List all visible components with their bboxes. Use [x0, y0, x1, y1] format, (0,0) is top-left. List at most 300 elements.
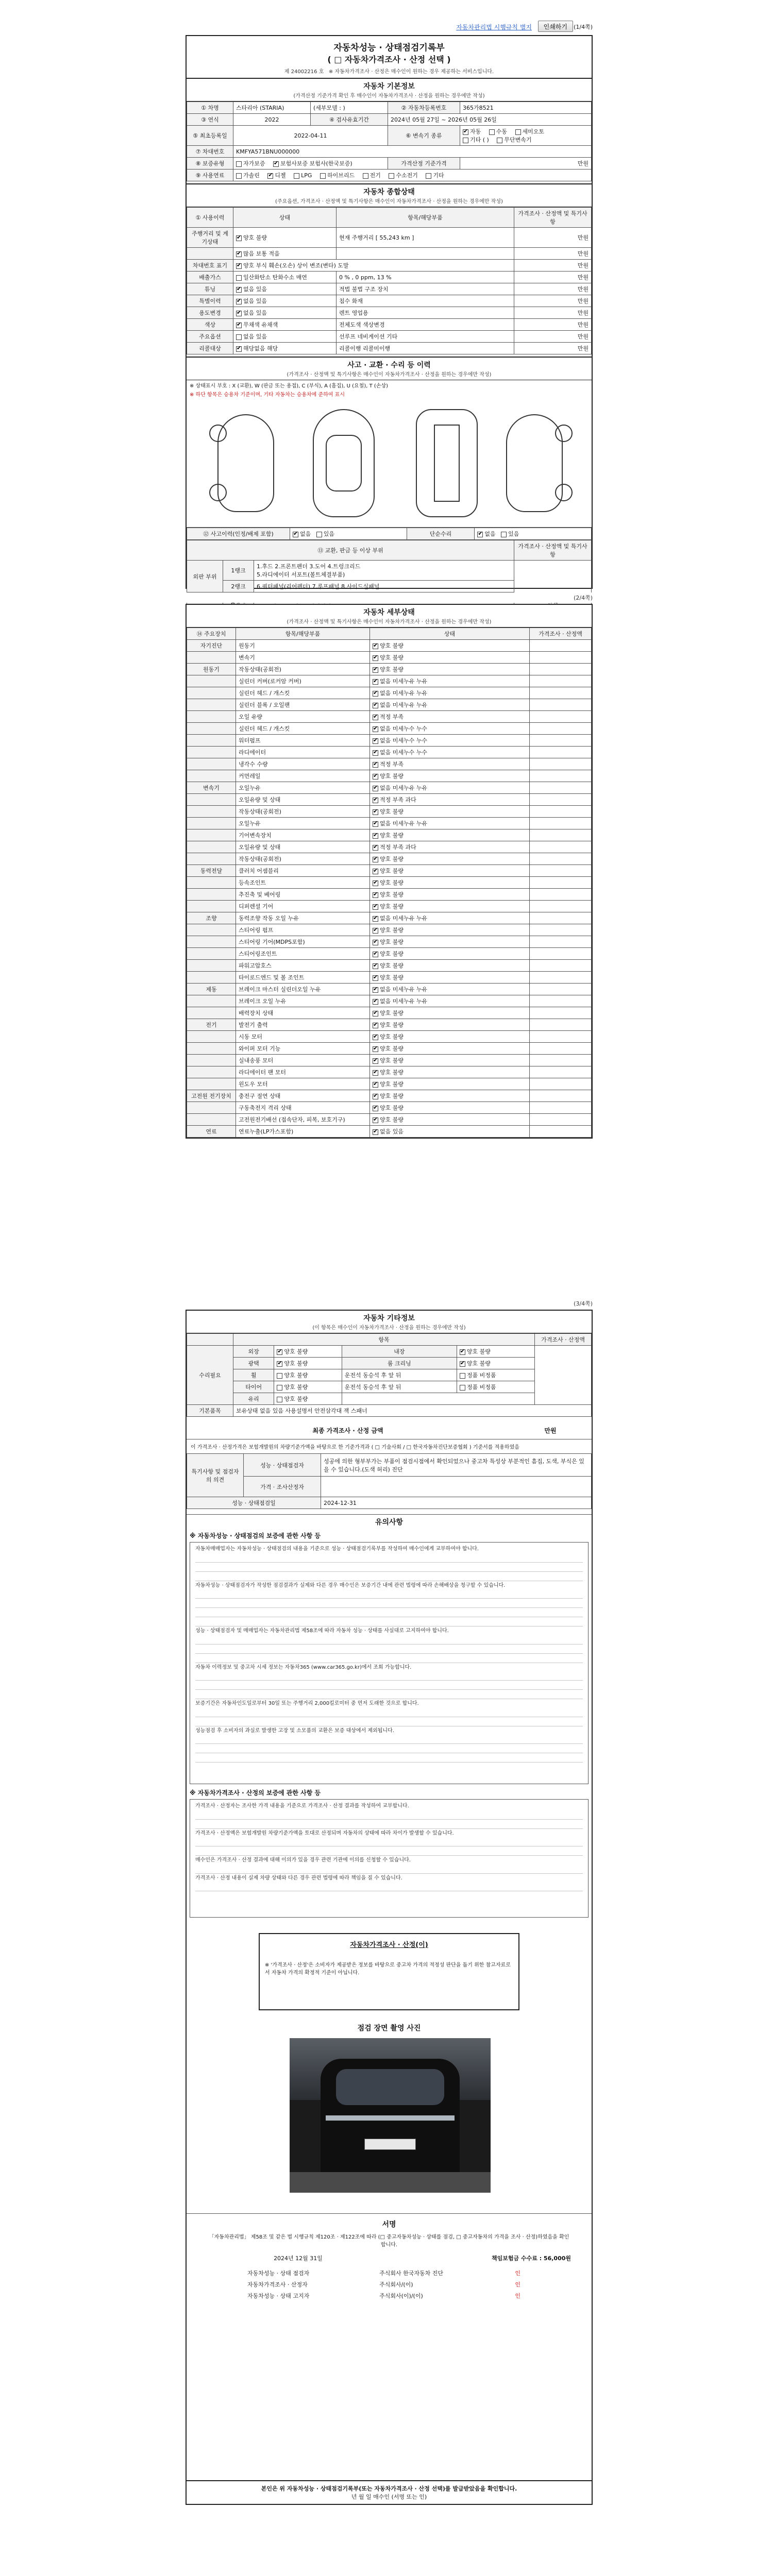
detail-device — [187, 960, 236, 972]
detail-state: 적정 부족 과다 — [380, 844, 416, 851]
option-label: 있음 — [323, 531, 335, 537]
condition-section-title: 자동차 종합상태 — [187, 183, 592, 197]
detail-state: 양호 불량 — [380, 891, 404, 898]
detail-row — [187, 1090, 592, 1102]
etc-group-label: 수리필요 — [187, 1346, 233, 1405]
detail-table — [187, 628, 592, 1138]
detail-price-cell — [530, 675, 592, 687]
condition-row-state: 없음 있음 — [243, 310, 267, 316]
detail-state: 양호 불량 — [380, 939, 404, 945]
detail-item: 오일유량 및 상태 — [236, 841, 370, 853]
detail-item: 작동상태(공회전) — [236, 664, 370, 675]
detail-device — [187, 818, 236, 829]
trans-options: ✔자동 수동 세미오토 기타 ( ) 무단변속기 — [460, 126, 592, 146]
checkbox[interactable] — [373, 1082, 378, 1088]
detail-state-cell — [370, 1007, 530, 1019]
checkbox[interactable] — [373, 691, 378, 697]
inspector-company: 주식회사 한국자동차 진단 — [379, 2270, 444, 2277]
detail-state-cell — [370, 1102, 530, 1114]
option-label: 수소전기 — [396, 172, 418, 179]
checkbox[interactable] — [373, 1129, 378, 1135]
accident-history-label: ⑫ 사고이력(인정/배제 포함) — [187, 528, 290, 540]
detail-state: 양호 불량 — [380, 951, 404, 957]
detail-state: 없음 미세누유 누유 — [380, 785, 428, 791]
checkbox[interactable] — [497, 138, 502, 143]
photo-title: 점검 장면 촬영 사진 — [357, 2024, 421, 2032]
checkbox[interactable] — [373, 940, 378, 945]
checkbox[interactable] — [460, 1385, 465, 1391]
detail-price-cell — [530, 924, 592, 936]
detail-state-cell — [370, 901, 530, 912]
footer — [187, 2480, 592, 2504]
etc-cell: 타이어 — [233, 1381, 274, 1393]
checkbox[interactable] — [373, 821, 378, 827]
condition-row-state: 없음 있음 — [243, 333, 267, 340]
checkbox[interactable] — [320, 173, 326, 179]
detail-state: 양호 불량 — [380, 1057, 404, 1064]
option-label: 자가보증 — [243, 160, 265, 167]
detail-state-cell — [370, 1055, 530, 1066]
car-roof-outline — [326, 435, 362, 492]
notice-box-1 — [190, 1542, 589, 1784]
detail-state-cell — [370, 652, 530, 664]
special-text: 성공에 의한 형부부가는 부품이 점검시점에서 확인되었으나 중고차 특성상 부분적인 흠집, 도색, 부식은 있을 수 있습니다.(도색 허리) 진단 — [321, 1454, 592, 1477]
detail-device — [187, 841, 236, 853]
checkbox[interactable] — [236, 275, 242, 281]
detail-state: 적정 부족 — [380, 761, 404, 768]
checkbox[interactable] — [373, 904, 378, 910]
detail-state: 양호 불량 — [380, 642, 404, 649]
option-label: 기타 ( — [470, 137, 485, 143]
checkbox[interactable] — [373, 833, 378, 839]
car-diagram — [187, 399, 592, 528]
detail-price-cell — [530, 652, 592, 664]
detail-row — [187, 1102, 592, 1114]
detail-device — [187, 889, 236, 901]
checkbox[interactable] — [373, 726, 378, 732]
price-basis-unit: 만원 — [460, 158, 592, 170]
checkbox[interactable] — [373, 892, 378, 898]
detail-row — [187, 747, 592, 758]
detail-state: 양호 불량 — [380, 1116, 404, 1123]
page-1 — [186, 35, 593, 589]
condition-row-state: 없음 있음 — [243, 286, 267, 293]
condition-row-detail: 렌트 영업용 — [337, 307, 514, 319]
checkbox[interactable] — [236, 161, 242, 167]
option-label: 없음 — [300, 531, 311, 537]
notify-company: 주식회사(이)/(이) — [379, 2293, 423, 2299]
checkbox[interactable] — [236, 299, 242, 304]
detail-device — [187, 699, 236, 711]
detail-state-cell — [370, 758, 530, 770]
checkbox[interactable] — [373, 655, 378, 661]
checkbox[interactable] — [373, 1058, 378, 1064]
detail-state-cell — [370, 640, 530, 652]
detail-row — [187, 1126, 592, 1138]
notice-paragraph: 가격조사 · 산정액은 보험개발원 차량기준가액을 토대로 산정되며 자동차의 상태에 따라 차이가 발생할 수 있습니다. — [195, 1830, 454, 1836]
checkbox[interactable] — [236, 251, 242, 257]
detail-row — [187, 1114, 592, 1126]
checkbox[interactable] — [389, 173, 394, 179]
checkbox[interactable] — [373, 703, 378, 708]
checkbox[interactable] — [373, 715, 378, 720]
detail-state-cell — [370, 1043, 530, 1055]
checkbox[interactable] — [373, 1094, 378, 1099]
detail-state: 양호 불량 — [380, 832, 404, 839]
checkbox[interactable] — [477, 532, 483, 537]
checkbox[interactable] — [460, 1349, 465, 1355]
checkbox[interactable] — [373, 786, 378, 791]
detail-item: 스티어링조인트 — [236, 948, 370, 960]
checkbox[interactable] — [236, 334, 242, 340]
detail-state: 없음 미세누유 누유 — [380, 986, 428, 993]
law-link[interactable]: 자동차관리법 시행규칙 별지 — [456, 24, 532, 31]
checkbox[interactable] — [373, 809, 378, 815]
detail-price-cell — [530, 699, 592, 711]
checkbox[interactable] — [236, 346, 242, 352]
detail-model-value: ) — [343, 105, 345, 111]
detail-device — [187, 924, 236, 936]
detail-item: 변속기 — [236, 652, 370, 664]
checkbox[interactable] — [277, 1349, 282, 1355]
detail-item: 스티어링 펌프 — [236, 924, 370, 936]
detail-row — [187, 924, 592, 936]
checkbox[interactable] — [373, 999, 378, 1005]
detail-device — [187, 711, 236, 723]
checkbox[interactable] — [373, 845, 378, 851]
detail-state-cell — [370, 1066, 530, 1078]
notice-paragraph: 자동차성능 · 상태점검자가 작성한 점검결과가 실제와 다른 경우 매수인은 보증기간 내에 관련 법령에 따라 손해배상을 청구할 수 있습니다. — [195, 1582, 506, 1588]
detail-row — [187, 818, 592, 829]
condition-head-item: ① 사용이력 — [187, 208, 233, 228]
detail-state-cell — [370, 1114, 530, 1126]
condition-row-detail: 침수 화재 — [337, 295, 514, 307]
option-label: 세미오토 — [522, 128, 545, 135]
condition-row-label: 배출가스 — [187, 272, 233, 283]
checkbox[interactable] — [236, 173, 242, 179]
checkbox[interactable] — [363, 173, 368, 179]
detail-price-cell — [530, 664, 592, 675]
checkbox[interactable] — [373, 774, 378, 779]
checkbox[interactable] — [373, 1023, 378, 1028]
document-number-line — [187, 67, 592, 75]
detail-price-cell — [530, 1126, 592, 1138]
page-2 — [186, 604, 593, 1139]
wheel-shape — [209, 425, 227, 442]
inspector-label: 자동차성능 · 상태 점검자 — [247, 2270, 310, 2277]
detail-price-cell — [530, 901, 592, 912]
detail-row — [187, 758, 592, 770]
notice-title-2: ※ 자동차가격조사 · 산정의 보증에 관한 사항 등 — [190, 1789, 321, 1797]
detail-state-cell — [370, 699, 530, 711]
checkbox[interactable] — [373, 975, 378, 981]
checkbox[interactable] — [489, 129, 495, 135]
condition-head-detail: 항목/해당부품 — [337, 208, 514, 228]
option-label: 있음 — [508, 531, 519, 537]
detail-row — [187, 865, 592, 877]
checkbox[interactable] — [373, 1117, 378, 1123]
etc-cell: 외장 — [233, 1346, 274, 1358]
condition-row-state: 양호 불량 — [243, 234, 267, 241]
detail-item: 등속조인트 — [236, 877, 370, 889]
checkbox[interactable] — [373, 869, 378, 874]
checkbox[interactable] — [373, 762, 378, 768]
condition-row-unit: 만원 — [514, 307, 592, 319]
etc-cell: 양호 불량 — [466, 1348, 491, 1355]
detail-state-cell — [370, 675, 530, 687]
checkbox[interactable] — [373, 916, 378, 922]
condition-row-state: 양호 부식 훼손(오손) 상이 변조(변타) 도말 — [243, 262, 349, 269]
wheel-shape — [209, 484, 227, 501]
detail-device — [187, 1007, 236, 1019]
detail-head-price: 가격조사 · 산정액 — [530, 628, 592, 640]
detail-item: 라디에이터 팬 모터 — [236, 1066, 370, 1078]
detail-state-cell — [370, 972, 530, 984]
detail-row — [187, 1007, 592, 1019]
detail-device — [187, 948, 236, 960]
checkbox[interactable] — [373, 880, 378, 886]
detail-state: 양호 불량 — [380, 1069, 404, 1076]
condition-row-label: 주행거리 및 계기상태 — [187, 228, 233, 248]
detail-state-cell — [370, 984, 530, 995]
detail-item: 브레이크 마스터 실린더오일 누유 — [236, 984, 370, 995]
etc-cell: 광택 — [233, 1358, 274, 1369]
detail-device — [187, 1102, 236, 1114]
detail-row — [187, 1078, 592, 1090]
detail-item: 오일누유 — [236, 782, 370, 794]
checkbox[interactable] — [373, 798, 378, 803]
checkbox[interactable] — [501, 532, 507, 537]
detail-item: 충전구 절연 상태 — [236, 1090, 370, 1102]
detail-head-state: 상태 — [370, 628, 530, 640]
checkbox[interactable] — [277, 1373, 282, 1379]
page-number: (1/4쪽) — [574, 24, 593, 30]
detail-price-cell — [530, 984, 592, 995]
checkbox[interactable] — [294, 173, 299, 179]
detail-price-cell — [530, 912, 592, 924]
option-label: 전기 — [369, 172, 381, 179]
checkbox[interactable] — [426, 173, 431, 179]
inspect-label: ④ 검사유효기간 — [311, 114, 388, 126]
condition-row-unit: 만원 — [514, 343, 592, 354]
etc-cell: 휠 — [233, 1369, 274, 1381]
detail-price-cell — [530, 711, 592, 723]
condition-row-unit: 만원 — [514, 260, 592, 272]
condition-row-label: 튜닝 — [187, 283, 233, 295]
special-table — [187, 1453, 592, 1509]
checkbox[interactable] — [373, 679, 378, 685]
condition-row-label: 리콜대상 — [187, 343, 233, 354]
detail-item: 작동상태(공회전) — [236, 806, 370, 818]
detail-device: 동력전달 — [187, 865, 236, 877]
seal: 인 — [515, 2281, 521, 2288]
etc-head-blank — [187, 1334, 233, 1346]
detail-device — [187, 770, 236, 782]
detail-price-cell — [530, 794, 592, 806]
sign-title: 서명 — [187, 2213, 592, 2229]
checkbox[interactable] — [463, 138, 468, 143]
notice-paragraph: 자동차매매업자는 자동차성능 · 상태점검의 내용을 기준으로 성능 · 상태점검기록부를 작성하여 매수인에게 교부하여야 합니다. — [195, 1546, 479, 1552]
detail-item: 실린더 커버(로커암 커버) — [236, 675, 370, 687]
detail-state-cell — [370, 664, 530, 675]
checkbox[interactable] — [236, 235, 242, 241]
checkbox[interactable] — [373, 1011, 378, 1016]
condition-row-label: 색상 — [187, 319, 233, 331]
detail-state: 양호 불량 — [380, 974, 404, 981]
detail-row — [187, 912, 592, 924]
detail-item: 윈도우 모터 — [236, 1078, 370, 1090]
detail-device — [187, 972, 236, 984]
checkbox[interactable] — [373, 1046, 378, 1052]
detail-state: 양호 불량 — [380, 927, 404, 934]
detail-price-cell — [530, 960, 592, 972]
option-label: 자동 — [470, 128, 481, 135]
detail-item: 실린더 블록 / 오일팬 — [236, 699, 370, 711]
checkbox[interactable] — [373, 963, 378, 969]
accident-table — [187, 528, 592, 540]
seal: 인 — [515, 2293, 521, 2299]
document-subtitle: ( □ 자동차가격조사 · 산정 선택 ) — [327, 55, 451, 64]
checkbox[interactable] — [373, 643, 378, 649]
outer-rank2: 2랭크 — [223, 581, 254, 592]
etc-head-item: 항목 — [233, 1334, 535, 1346]
detail-state: 없음 미세누수 누수 — [380, 725, 428, 732]
detail-device: 자기진단 — [187, 640, 236, 652]
accident-legend: ※ 상태표시 부호 : X (교환), W (판금 또는 용접), C (부식), A (흠집), U (요철), T (손상) — [190, 383, 389, 389]
detail-device — [187, 675, 236, 687]
condition-row-unit: 만원 — [514, 272, 592, 283]
checkbox[interactable] — [236, 287, 242, 293]
checkbox[interactable] — [373, 750, 378, 756]
checkbox[interactable] — [277, 1361, 282, 1367]
checkbox[interactable] — [373, 857, 378, 862]
checkbox[interactable] — [273, 161, 279, 167]
date-label: 성능 · 상태점검일 — [187, 1497, 321, 1509]
detail-row — [187, 889, 592, 901]
checkbox[interactable] — [236, 311, 242, 316]
checkbox[interactable] — [515, 129, 521, 135]
detail-item: 연료누출(LP가스포함) — [236, 1126, 370, 1138]
detail-item: 스티어링 기어(MDPS포함) — [236, 936, 370, 948]
checkbox[interactable] — [460, 1373, 465, 1379]
detail-state: 없음 미세누수 누수 — [380, 737, 428, 744]
checkbox[interactable] — [277, 1385, 282, 1391]
checkbox[interactable] — [236, 263, 242, 269]
detail-row — [187, 1019, 592, 1031]
special-sub2: 가격 · 조사산정자 — [244, 1477, 321, 1497]
detail-item: 오일 유량 — [236, 711, 370, 723]
detail-head-item: 항목/해당부품 — [236, 628, 370, 640]
checkbox[interactable] — [236, 323, 242, 328]
checkbox[interactable] — [316, 532, 322, 537]
detail-row — [187, 687, 592, 699]
checkbox[interactable] — [373, 987, 378, 993]
checkbox[interactable] — [267, 173, 273, 179]
checkbox[interactable] — [373, 952, 378, 957]
frame-center — [434, 425, 460, 502]
checkbox[interactable] — [277, 1397, 282, 1402]
condition-section-note: (주요옵션, 가격조사 · 산정액 및 특기사항은 매수인이 자동차가격조사 · 산정을 원하는 경우에만 작성) — [187, 197, 592, 207]
detail-state: 양호 불량 — [380, 868, 404, 874]
checkbox[interactable] — [373, 667, 378, 673]
reg-no-label: ② 자동차등록번호 — [388, 102, 460, 114]
detail-device — [187, 853, 236, 865]
detail-row — [187, 735, 592, 747]
price-basis-label: 가격산정 기준가격 — [388, 158, 460, 170]
detail-state: 양호 불량 — [380, 856, 404, 862]
detail-head-device: ⑭ 주요장치 — [187, 628, 236, 640]
detail-row — [187, 1066, 592, 1078]
detail-price-cell — [530, 829, 592, 841]
checkbox[interactable] — [293, 532, 298, 537]
detail-device — [187, 1031, 236, 1043]
detail-state-cell — [370, 747, 530, 758]
document-title: 자동차성능 · 상태점검기록부 — [333, 43, 445, 53]
detail-state: 양호 불량 — [380, 654, 404, 661]
etc-cell: 유리 — [233, 1393, 274, 1405]
option-label: 디젤 — [275, 172, 286, 179]
detail-state: 없음 있음 — [380, 1128, 404, 1135]
wheel-shape — [555, 425, 573, 442]
detail-state: 양호 불량 — [380, 666, 404, 673]
detail-section-title: 자동차 세부상태 — [363, 608, 415, 617]
option-label: LPG — [301, 172, 312, 179]
option-label: 기타 — [433, 172, 444, 179]
detail-price-cell — [530, 1007, 592, 1019]
detail-item: 동력조향 작동 오일 누유 — [236, 912, 370, 924]
checkbox[interactable] — [460, 1361, 465, 1367]
detail-price-cell — [530, 865, 592, 877]
notify-label: 자동차성능 · 상태 고지자 — [247, 2293, 310, 2299]
detail-row — [187, 1055, 592, 1066]
seal: 인 — [515, 2270, 521, 2277]
checkbox[interactable] — [463, 129, 468, 135]
detail-price-cell — [530, 723, 592, 735]
etc-cell: 내장 — [342, 1346, 457, 1358]
detail-state-cell — [370, 770, 530, 782]
checkbox[interactable] — [373, 1070, 378, 1076]
etc-cell: 운전석 동승석 후 앞 뒤 — [342, 1381, 457, 1393]
detail-state-cell — [370, 841, 530, 853]
detail-state-cell — [370, 723, 530, 735]
checkbox[interactable] — [373, 1106, 378, 1111]
special-sub1: 성능 · 상태점검자 — [244, 1454, 321, 1477]
final-price-note: 이 가격조사 · 산정가격은 보험개발원의 차량기준가액을 바탕으로 한 기준가격과 ( □ 기술사회 / □ 한국자동차진단보증협회 ) 기준서를 적용하였음 — [191, 1445, 519, 1450]
detail-price-cell — [530, 877, 592, 889]
detail-state: 양호 불량 — [380, 773, 404, 779]
print-button[interactable]: 인쇄하기 — [538, 21, 573, 32]
detail-item: 시동 모터 — [236, 1031, 370, 1043]
notice-heading: 유의사항 — [187, 1514, 592, 1527]
notice-paragraph: 매수인은 가격조사 · 산정 결과에 대해 이의가 있을 경우 관련 기관에 이의를 신청할 수 있습니다. — [195, 1857, 411, 1863]
condition-row-unit: 만원 — [514, 295, 592, 307]
detail-state: 없음 미세누유 누유 — [380, 690, 428, 697]
detail-device — [187, 877, 236, 889]
accident-legend-2: ※ 하단 항목은 승용차 기준이며, 기타 자동차는 승용차에 준하여 표시 — [190, 392, 345, 398]
checkbox[interactable] — [373, 738, 378, 744]
detail-item: 작동상태(공회전) — [236, 853, 370, 865]
detail-row — [187, 960, 592, 972]
doc-number: 제 24002216 호 — [284, 69, 324, 75]
checkbox[interactable] — [373, 928, 378, 934]
checkbox[interactable] — [373, 1035, 378, 1040]
detail-item: 추진축 및 베어링 — [236, 889, 370, 901]
detail-device — [187, 806, 236, 818]
detail-state-cell — [370, 948, 530, 960]
first-reg-value: 2022-04-11 — [233, 126, 388, 146]
detail-price-cell — [530, 948, 592, 960]
detail-price-cell — [530, 1066, 592, 1078]
